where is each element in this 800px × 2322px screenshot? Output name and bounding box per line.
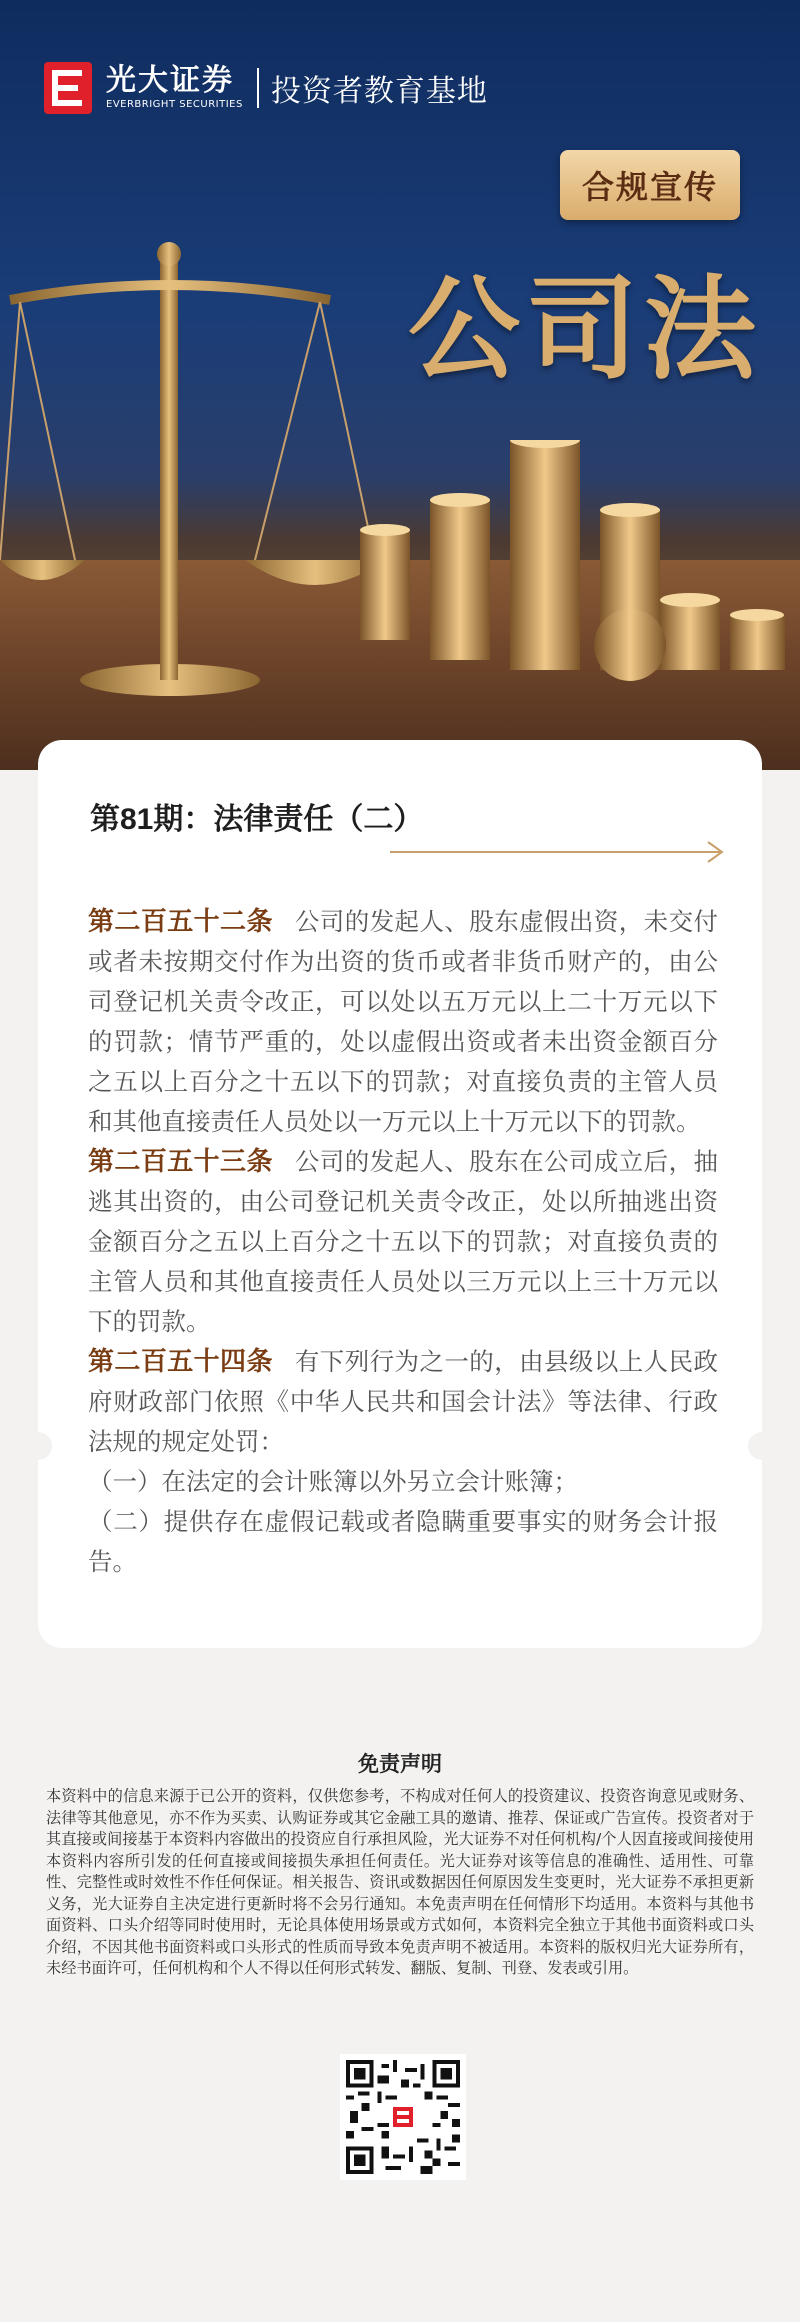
content-card xyxy=(38,740,762,1648)
arrow-right-icon xyxy=(390,840,730,864)
article-label: 第二百五十四条 xyxy=(88,1347,273,1377)
article-text: 公司的发起人、股东虚假出资，未交付或者未按期交付作为出资的货币或者非货币财产的，由公司登记机关责令改正，可以处以五万元以上二十万元以下的罚款；情节严重的，处以虚假出资或者未出资金额百分之五以上百分之十五以下的罚款；对直接负责的主管人员和其他直接责任人员处以一万元以上十万元以下的罚款。 xyxy=(88,907,718,1136)
article-253 xyxy=(88,1142,718,1342)
hero-title: 公司法 xyxy=(408,264,762,395)
list-item: （二）提供存在虚假记载或者隐瞒重要事实的财务会计报告。 xyxy=(88,1507,718,1576)
brand-name-en: EVERBRIGHT SECURITIES xyxy=(106,99,243,110)
disclaimer-title: 免责声明 xyxy=(358,1752,442,1776)
article-254 xyxy=(88,1342,718,1462)
hero-banner xyxy=(0,0,800,770)
brand-subtitle: 投资者教育基地 xyxy=(270,74,488,109)
article-label: 第二百五十三条 xyxy=(88,1147,273,1177)
article-text: 有下列行为之一的，由县级以上人民政府财政部门依照《中华人民共和国会计法》等法律、行政法规的规定处罚： xyxy=(88,1347,718,1456)
issue-title: 第81期：法律责任（二） xyxy=(90,803,424,836)
everbright-logo-icon xyxy=(44,62,92,114)
article-list xyxy=(88,902,718,1582)
article-label: 第二百五十二条 xyxy=(88,907,273,937)
card-notch-left xyxy=(24,1432,52,1460)
article-252 xyxy=(88,902,718,1142)
card-notch-right xyxy=(748,1432,776,1460)
article-text: 公司的发起人、股东在公司成立后，抽逃其出资的，由公司登记机关责令改正，处以所抽逃出资金额百分之五以上百分之十五以下的罚款；对直接负责的主管人员和其他直接责任人员处以三万元以上三十万元以下的罚款。 xyxy=(88,1147,718,1336)
disclaimer-text: 本资料中的信息来源于已公开的资料，仅供您参考，不构成对任何人的投资建议、投资咨询意见或财务、法律等其他意见，亦不作为买卖、认购证券或其它金融工具的邀请、推荐、保证或广告宣传。投资者对于其直接或间接基于本资料内容做出的投资应自行承担风险，光大证券不对任何机构/个人因直接或间接使用本资料内容所引发的任何直接或间接损失承担任何责任。光大证券对该等信息的准确性、适用性、可靠性、完整性或时效性不作任何保证。相关报告、资讯或数据因任何原因发生变更时，光大证券不承担更新义务，光大证券自主决定进行更新时将不会另行通知。本免责声明在任何情形下均适用。本资料与其他书面资料、口头介绍等同时使用时，无论具体使用场景或方式如何，本资料完全独立于其他书面资料或口头介绍，不因其他书面资料或口头形式的性质而导致本免责声明不被适用。本资料的版权归光大证券所有，未经书面许可，任何机构和个人不得以任何形式转发、翻版、复制、刊登、发表或引用。 xyxy=(46,1787,754,1977)
brand-name-cn: 光大证券 xyxy=(106,63,234,98)
logo-divider xyxy=(257,68,259,108)
coin-stacks-icon xyxy=(330,440,790,700)
list-item: （一）在法定的会计账簿以外另立会计账簿； xyxy=(88,1467,578,1496)
compliance-badge: 合规宣传 xyxy=(560,150,740,220)
qr-code-icon xyxy=(340,2054,466,2180)
brand-logo xyxy=(44,62,488,114)
